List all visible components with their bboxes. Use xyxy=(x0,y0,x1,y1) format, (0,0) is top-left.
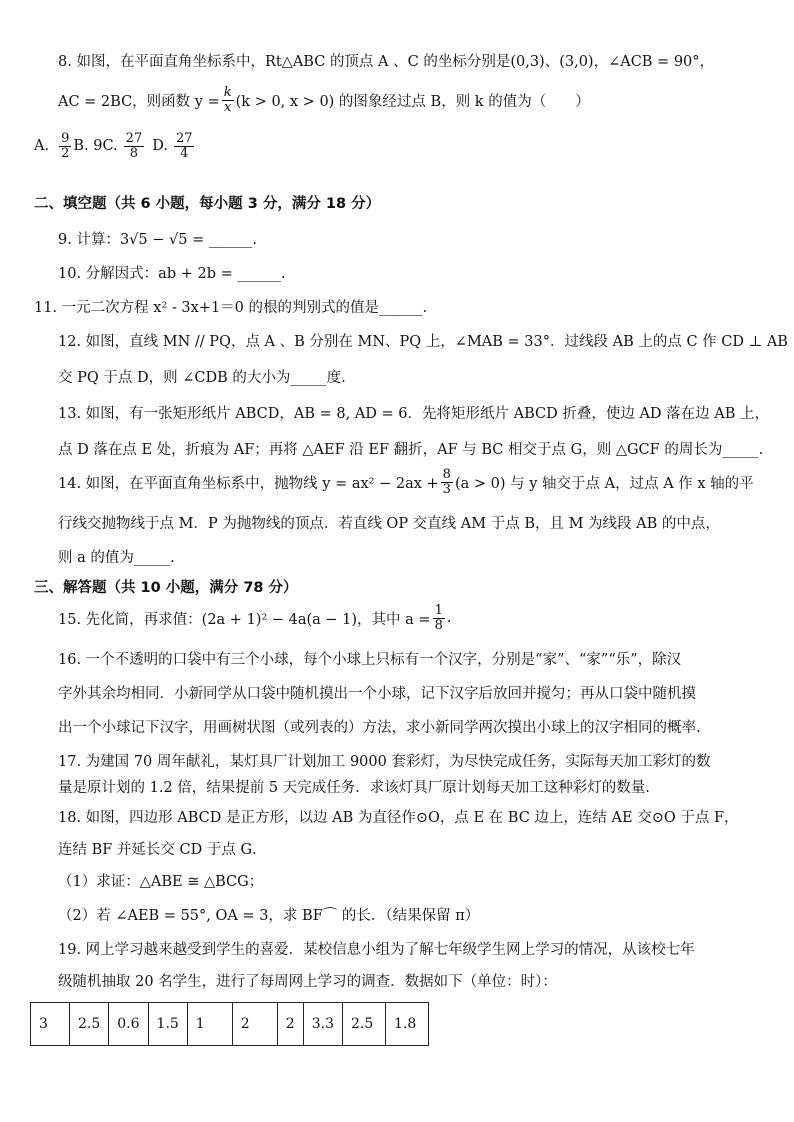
q19-line2: 级随机抽取 20 名学生，进行了每周网上学习的调查．数据如下（单位：时）： xyxy=(58,974,557,990)
q16-line1: 16. 一个不透明的口袋中有三个小球，每个小球上只标有一个汉字，分别是“家”、“家”“乐”，除汉 xyxy=(58,652,682,668)
q14-line2: 行线交抛物线于点 M．P 为抛物线的顶点．若直线 OP 交直线 AM 于点 B，且 M 为线段 AB 的中点， xyxy=(58,516,720,532)
q8-option-a-den: 2 xyxy=(61,145,70,161)
q14-fraction xyxy=(441,468,453,496)
table-cell: 1.8 xyxy=(385,1003,428,1046)
q8-options xyxy=(34,132,196,160)
q15-post: . xyxy=(446,610,452,627)
table-cell: 0.6 xyxy=(109,1003,148,1046)
q19-line1: 19. 网上学习越来越受到学生的喜爱．某校信息小组为了解七年级学生网上学习的情况，从该校七年 xyxy=(58,942,695,958)
q18-part2: （2）若 ∠AEB = 55°, OA = 3，求 BF⌒ 的长．（结果保留 π） xyxy=(58,908,480,924)
table-cell: 1 xyxy=(187,1003,232,1046)
q18-line1: 18. 如图，四边形 ABCD 是正方形，以边 AB 为直径作⊙O，点 E 在 BC 边上，连结 AE 交⊙O 于点 F， xyxy=(58,810,739,826)
q8-option-d-num: 27 xyxy=(175,131,193,146)
q8-frac-num: k xyxy=(223,85,232,100)
q10: 10. 分解因式：ab + 2b = ______. xyxy=(58,266,286,282)
data-table xyxy=(30,1002,429,1046)
table-cell: 2 xyxy=(277,1003,303,1046)
q12-line2: 交 PQ 于点 D，则 ∠CDB 的大小为_____度. xyxy=(58,370,346,386)
q15-frac-den: 8 xyxy=(434,617,443,633)
q8-option-a-fraction xyxy=(59,132,71,160)
table-cell: 1.5 xyxy=(148,1003,187,1046)
q8-line2 xyxy=(58,86,590,114)
q15 xyxy=(58,604,451,632)
q17-line1: 17. 为建国 70 周年献礼，某灯具厂计划加工 9000 套彩灯，为尽快完成任务，实际每天加工彩灯的数 xyxy=(58,754,711,770)
q8-option-c-fraction xyxy=(124,132,145,160)
q8-option-b-c: B. 9C. xyxy=(73,138,118,155)
q13-line2: 点 D 落在点 E 处，折痕为 AF；再将 △AEF 沿 EF 翻折，AF 与 BC 相交于点 G，则 △GCF 的周长为_____. xyxy=(58,442,764,458)
q14-line1 xyxy=(58,468,754,496)
section3-title: 三、解答题（共 10 小题，满分 78 分） xyxy=(34,580,298,596)
q11: 11. 一元二次方程 x² - 3x+1＝0 的根的判别式的值是______. xyxy=(34,300,428,316)
q8-option-a-label: A. xyxy=(34,138,50,155)
q8-option-d-den: 4 xyxy=(180,145,189,161)
q8-line2-post: (k > 0, x > 0) 的图象经过点 B，则 k 的值为（ ） xyxy=(235,93,590,110)
q15-frac-num: 1 xyxy=(434,603,443,618)
section2-title: 二、填空题（共 6 小题，每小题 3 分，满分 18 分） xyxy=(34,196,381,212)
q8-frac-den: x xyxy=(224,99,232,115)
table-cell: 2 xyxy=(232,1003,277,1046)
table-row xyxy=(31,1003,429,1046)
q8-option-a-num: 9 xyxy=(61,131,70,146)
table-cell: 2.5 xyxy=(342,1003,385,1046)
q8-fraction xyxy=(222,86,234,114)
q12-line1: 12. 如图，直线 MN // PQ，点 A 、B 分别在 MN、PQ 上，∠MAB = 33°．过线段 AB 上的点 C 作 CD ⊥ AB xyxy=(58,334,788,350)
q17-line2: 量是原计划的 1.2 倍，结果提前 5 天完成任务．求该灯具厂原计划每天加工这种彩灯的数量. xyxy=(58,780,650,796)
q14-frac-den: 3 xyxy=(442,481,451,497)
q8-option-c-num: 27 xyxy=(125,131,143,146)
q14-frac-num: 8 xyxy=(442,467,451,482)
q8-option-c-den: 8 xyxy=(129,145,139,161)
q16-line2: 字外其余均相同．小新同学从口袋中随机摸出一个小球，记下汉字后放回并搅匀；再从口袋中随机摸 xyxy=(58,686,696,702)
q18-line2: 连结 BF 并延长交 CD 于点 G． xyxy=(58,842,267,858)
q13-line1: 13. 如图，有一张矩形纸片 ABCD，AB = 8, AD = 6．先将矩形纸片 ABCD 折叠，使边 AD 落在边 AB 上， xyxy=(58,406,770,422)
q8-line1: 8. 如图，在平面直角坐标系中，Rt△ABC 的顶点 A 、C 的坐标分别是(0,3)、(3,0)，∠ACB = 90°， xyxy=(58,54,715,70)
q14-line3: 则 a 的值为_____. xyxy=(58,550,175,566)
q15-fraction xyxy=(433,604,445,632)
q8-option-d-label: D. xyxy=(152,138,168,155)
q8-line2-pre: AC = 2BC，则函数 y = xyxy=(58,93,220,110)
q8-option-d-fraction xyxy=(174,132,195,160)
q9: 9. 计算：3√5 − √5 = ______. xyxy=(58,232,257,248)
q15-pre: 15. 先化简，再求值：(2a + 1)² − 4a(a − 1)，其中 a = xyxy=(58,611,431,628)
table-cell: 2.5 xyxy=(70,1003,109,1046)
table-cell: 3.3 xyxy=(303,1003,342,1046)
q14-line1-post: (a > 0) 与 y 轴交于点 A，过点 A 作 x 轴的平 xyxy=(454,475,754,492)
q18-part1: （1）求证：△ABE ≅ △BCG； xyxy=(58,874,264,890)
table-cell: 3 xyxy=(31,1003,70,1046)
q16-line3: 出一个小球记下汉字，用画树状图（或列表的）方法，求小新同学两次摸出小球上的汉字相同的概率. xyxy=(58,720,701,736)
q14-line1-pre: 14. 如图，在平面直角坐标系中，抛物线 y = ax² − 2ax + xyxy=(58,475,439,492)
